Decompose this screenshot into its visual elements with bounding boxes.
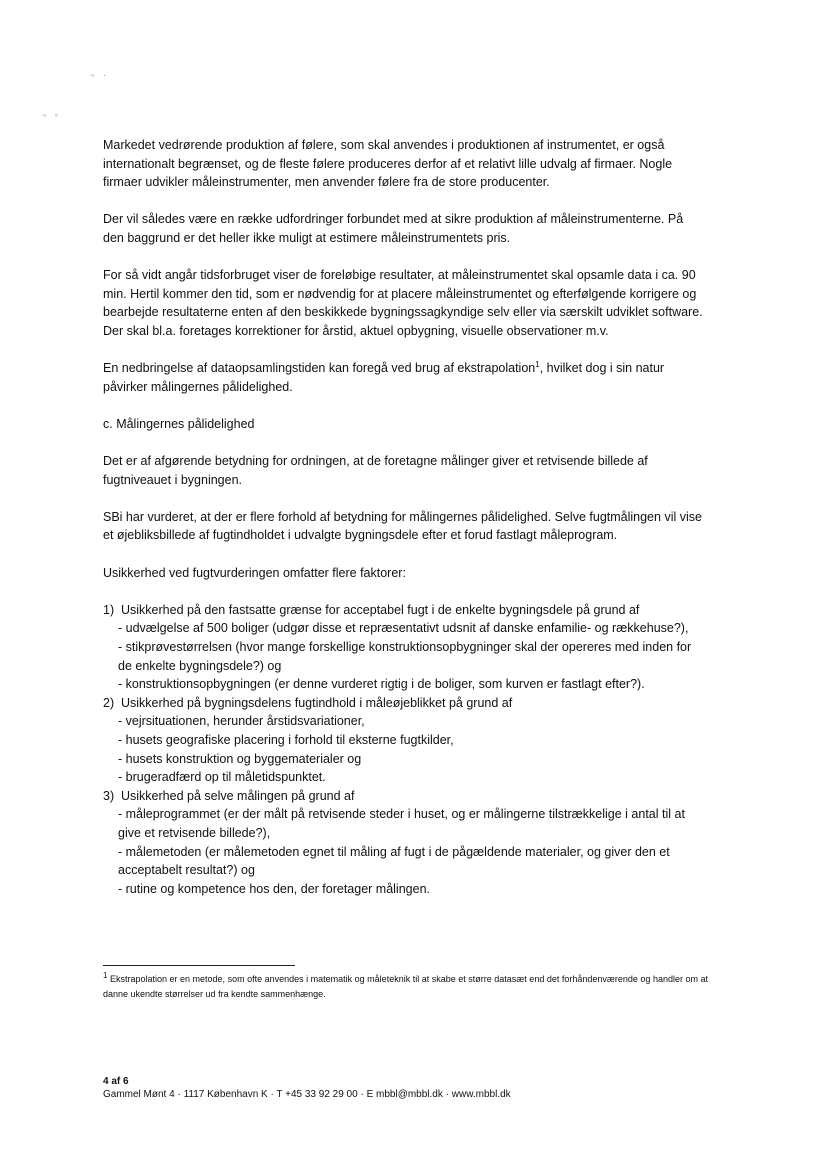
list-subitem: - måleprogrammet (er der målt på retvisende steder i huset, og er målingerne tilstrækkelige i antal til at give et retvisende billede?), [118,807,685,840]
extrapolation-text-end: , hvilket dog i sin natur påvirker målingernes pålidelighed. [103,361,665,394]
uncertainty-list [103,601,703,899]
footnote [103,972,708,1002]
list-subitem: - husets konstruktion og byggematerialer og [118,751,362,766]
list-subitem: - vejrsituationen, herunder årstidsvariationer, [118,714,365,729]
scan-mark-top: ◦ · [91,70,109,80]
paragraph-sbi-assessment: SBi har vurderet, at der er flere forhold af betydning for målingernes pålidelighed. Selve fugtmålingen vil vise et øjebliksbillede af fugtindholdet i udvalgte bygningsdele efter et forud fastlagt måleprogram. [103,509,702,543]
list-subitem: - stikprøvestørrelsen (hvor mange forskellige konstruktionsopbygninger skal der opereres med inden for de enkelte bygningsdele?) og [118,640,692,673]
list-item [103,694,703,787]
list-number: 2) [103,695,115,710]
paragraph-uncertainty-intro: Usikkerhed ved fugtvurderingen omfatter flere faktorer: [103,565,406,580]
paragraph-production: Markedet vedrørende produktion af følere, som skal anvendes i produktionen af instrumentet, er også internationalt begrænset, og de fleste følere produceres derfor af et relativt lille udvalg af firmaer. Nogle firmaer udvikler måleinstrumenter, men anvender følere fra de store producenter. [103,138,673,190]
list-subitem: - målemetoden (er målemetoden egnet til måling af fugt i de pågældende materialer, og giver den et acceptabelt resultat?) og [118,844,670,878]
list-number: 3) [103,788,115,803]
footnote-divider [103,965,295,966]
paragraph-challenges: Der vil således være en række udfordringer forbundet med at sikre produktion af måleinstrumenterne. På den baggrund er det heller ikke muligt at estimere måleinstrumentets pris. [103,212,684,245]
list-item [103,787,703,899]
list-item-text: Usikkerhed på bygningsdelens fugtindhold i måleøjeblikket på grund af [121,695,513,710]
scan-mark-left: ◦ ◦ [43,110,61,120]
list-item-text: Usikkerhed på den fastsatte grænse for acceptabel fugt i de enkelte bygningsdele på grund af [121,602,640,617]
list-item [103,601,703,694]
page-number: 4 af 6 [103,1076,129,1087]
list-item-text: Usikkerhed på selve målingen på grund af [121,788,355,803]
paragraph-time-usage: For så vidt angår tidsforbruget viser de foreløbige resultater, at måleinstrumentet skal opsamle data i ca. 90 min. Hertil kommer den tid, som er nødvendig for at placere måleinstrumentet og efterfølgende korrigere og bearbejde resultaterne enten af den beskikkede bygningssagkyndige selv eller via særskilt udviklet software. Der skal bl.a. foretages korrektioner for årstid, aktuel opbygning, visuelle observationer m.v. [103,268,703,338]
footnote-reference: 1 [535,359,540,369]
document-body [103,136,703,898]
paragraph-importance: Det er af afgørende betydning for ordningen, at de foretagne målinger giver et retvisende billede af fugtniveauet i bygningen. [103,454,648,487]
paragraph-extrapolation [103,359,703,396]
footnote-text: Ekstrapolation er en metode, som ofte anvendes i matematik og måleteknik til at skabe et større datasæt end det forhåndenværende og handler om at danne ukendte størrelser ud fra kendte sammenhænge. [103,974,708,999]
footnote-marker: 1 [103,971,108,980]
footer-address: Gammel Mønt 4 · 1117 København K · T +45 33 92 29 00 · E mbbl@mbbl.dk · www.mbbl.dk [103,1089,511,1100]
extrapolation-text: En nedbringelse af dataopsamlingstiden kan foregå ved brug af ekstrapolation [103,361,536,376]
list-subitem: - rutine og kompetence hos den, der foretager målingen. [118,881,430,896]
list-number: 1) [103,602,115,617]
list-subitem: - konstruktionsopbygningen (er denne vurderet rigtig i de boliger, som kurven er fastlagt efter?). [118,677,645,692]
section-heading: c. Målingernes pålidelighed [103,416,255,431]
list-subitem: - udvælgelse af 500 boliger (udgør disse et repræsentativt udsnit af danske enfamilie- og rækkehuse?), [118,621,689,636]
list-subitem: - brugeradfærd op til måletidspunktet. [118,770,326,785]
list-subitem: - husets geografiske placering i forhold til eksterne fugtkilder, [118,733,454,747]
page-footer [103,1075,703,1101]
